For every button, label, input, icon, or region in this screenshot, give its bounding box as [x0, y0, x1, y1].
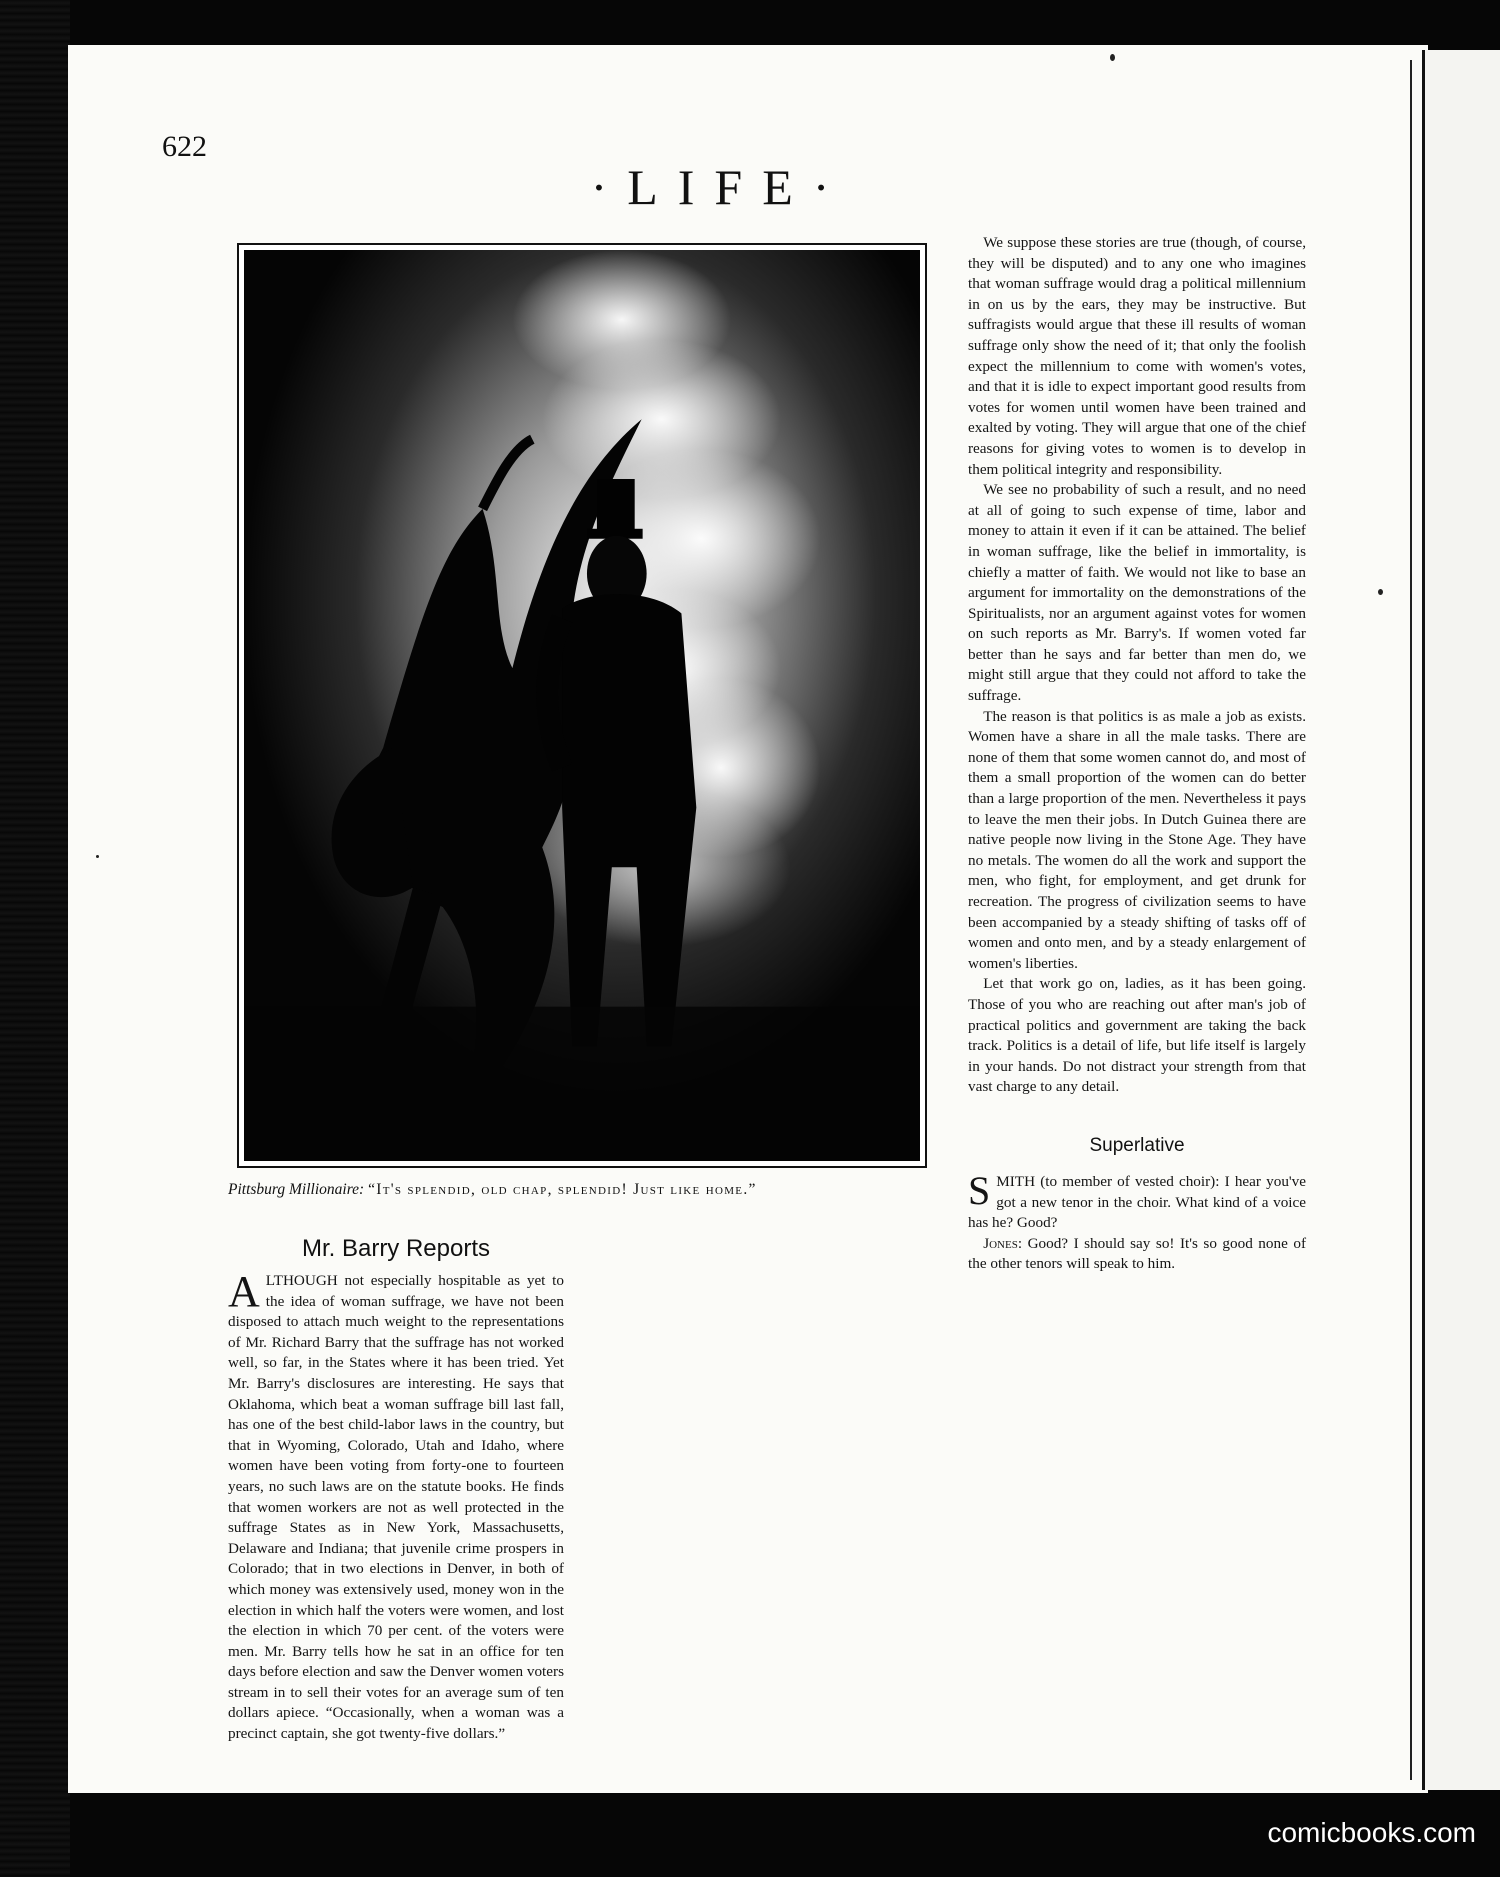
joke-line-1 — [968, 1167, 1306, 1234]
article-paragraph-4: The reason is that politics is as male a job as exists. Women have a share in all the male tasks. There are none of them that some women cannot do, and most of them a small proportion of the women can do better than a large proportion of the men. Nevertheless it pays to leave the men their jobs. In Dutch Guinea there are native people now living in the Stone Age. They have no metals. The women do all the work and support the men, who fight, for employment, and get drunk for recreation. The progress of civilization seems to have been accompanied by a steady shifting of tasks off of women and onto men, and by a steady enlargement of women's liberties. — [968, 707, 1306, 972]
joke-speaker: Jones: — [983, 1234, 1023, 1252]
joke-line-2 — [968, 1234, 1306, 1275]
joke-line-1-text: MITH (to member of vested choir): I hear you've got a new tenor in the choir. What kind of a voice has he? Good? — [968, 1172, 1306, 1232]
cartoon-drawing — [244, 250, 920, 1161]
page-number: 622 — [162, 130, 207, 163]
article-paragraph-2: We suppose these stories are true (though, of course, they will be disputed) and to any one who imagines that woman suffrage would drag a political millennium in on us by the ears, they may be instructive. But suffragists would argue that these ill results of woman suffrage only show the need of it; that only the foolish expect the millennium to come with women's votes, and that it is idle to expect important good results from votes for women until women have been trained and exalted by voting. They will argue that one of the chief reasons for giving votes to women is to develop in them political integrity and responsibility. — [968, 234, 1306, 478]
column-3 — [968, 233, 1306, 1275]
article-paragraph-1 — [228, 1267, 564, 1745]
dropcap-letter: A — [228, 1267, 260, 1316]
article-paragraph-5: Let that work go on, ladies, as it has been going. Those of you who are reaching out after man's job of practical politics and government are taking the back track. Politics is a detail of life, but life itself is largely in your hands. Do not distract your strength from that vast charge to any detail. — [968, 975, 1306, 1096]
dropcap-letter: S — [968, 1167, 991, 1213]
article-title: Mr. Barry Reports — [301, 1235, 491, 1262]
article-paragraph-3: We see no probability of such a result, and no need at all of going to such expense of time, labor and money to attain it even if it can be attained. The belief in woman suffrage, like the belief in immortality, is chiefly a matter of faith. We would not like to base an argument for immortality on the demonstrations of the Spiritualists, nor an argument against votes for women on such reports as Mr. Barry's. If women voted far better than he says and far better than men do, we might still argue that they could not afford to take the suffrage. — [968, 481, 1306, 705]
cartoon-caption — [228, 1181, 948, 1199]
joke-title: Superlative — [1089, 1134, 1185, 1156]
article-paragraph-1-text: LTHOUGH not especially hospitable as yet to the idea of woman suffrage, we have not been disposed to attach much weight to the representations of Mr. Richard Barry that the suffrage has not worked well, so far, in the States where it has been tried. Yet Mr. Barry's disclosures are interesting. He says that Oklahoma, which beat a woman suffrage bill last fall, has one of the best child-labor laws in the country, but that in Wyoming, Colorado, Utah and Idaho, where women have been voting from forty-one to fourteen years, no such laws are on the statute books. He finds that women workers are not as well protected in the suffrage States as in New York, Massachusetts, Delaware and Indiana; that juvenile crime prospers in Colorado; that in two elections in Denver, in both of which money was extensively used, money won in the election in which half the voters were women, and lost the election in which 70 per cent. of the voters were men. Mr. Barry tells how he sat in an office for ten days before election and saw the Denver women voters stream in to sell their votes for an average sum of ten dollars apiece. “Occasionally, when a woman was a precinct captain, she got twenty-five dollars.” — [228, 1272, 564, 1743]
joke-line-2-text: Good? I should say so! It's so good none of the other tenors will speak to him. — [968, 1234, 1306, 1273]
column-1 — [228, 1234, 564, 1745]
masthead-life: ·LIFE· — [590, 159, 850, 215]
caption-speaker: Pittsburg Millionaire: — [228, 1181, 365, 1198]
page-gutter-line — [1410, 60, 1412, 1780]
facing-page-edge — [1422, 50, 1500, 1790]
caption-dialogue: “It's splendid, old chap, splendid! Just like home.” — [368, 1181, 757, 1198]
print-speck — [96, 855, 99, 858]
cartoon-illustration — [237, 243, 927, 1168]
scan-edge-left — [0, 0, 70, 1877]
watermark: comicbooks.com — [1267, 1817, 1476, 1848]
print-speck — [1110, 54, 1115, 61]
print-speck — [1378, 589, 1383, 595]
